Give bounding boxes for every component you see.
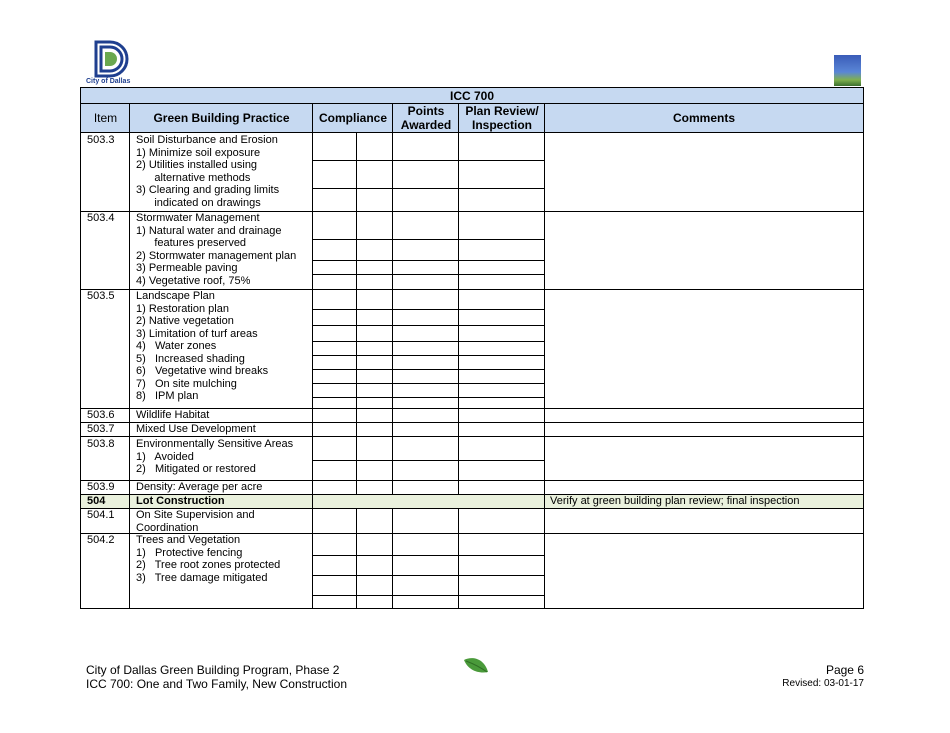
- practice-sub: 3) Clearing and grading limits: [136, 184, 280, 196]
- page-number: Page 6: [825, 663, 864, 677]
- col-item-header: Item: [93, 111, 118, 125]
- row-item: 503.4: [87, 212, 115, 224]
- col-points-line2: Awarded: [400, 118, 452, 132]
- row-item: 504.1: [87, 509, 115, 521]
- practice-title: Density: Average per acre: [136, 481, 263, 493]
- col-practice-header: Green Building Practice: [153, 111, 290, 125]
- footer-line2: ICC 700: One and Two Family, New Construction: [86, 677, 347, 691]
- table-row: [136, 212, 296, 287]
- practice-title: Mixed Use Development: [136, 423, 256, 435]
- practice-sub: indicated on drawings: [136, 196, 261, 209]
- row-item: 503.6: [87, 409, 115, 421]
- practice-sub: 1) Avoided: [136, 450, 194, 463]
- practice-title: Trees and Vegetation: [136, 534, 241, 546]
- practice-sub: 1) Natural water and drainage: [136, 224, 282, 237]
- practice-title: Stormwater Management: [136, 212, 260, 224]
- row-item: 503.9: [87, 481, 115, 493]
- practice-sub: alternative methods: [136, 171, 251, 184]
- practice-sub: 5) Increased shading: [136, 352, 245, 365]
- practice-title: Landscape Plan: [136, 290, 215, 302]
- practice-sub: Coordination: [136, 521, 199, 534]
- practice-sub: 2) Utilities installed using: [136, 159, 258, 171]
- practice-sub: 2) Stormwater management plan: [136, 249, 297, 262]
- leaf-icon: [462, 656, 490, 676]
- col-comments-header: Comments: [672, 111, 735, 125]
- col-points-line1: Points: [407, 104, 445, 118]
- footer-line1: City of Dallas Green Building Program, Phase 2: [86, 663, 340, 677]
- col-plan-line2: Inspection: [471, 118, 532, 132]
- row-item: 503.3: [87, 134, 115, 146]
- row-item: 504.2: [87, 534, 115, 546]
- row-item: 503.7: [87, 423, 115, 435]
- practice-title: Soil Disturbance and Erosion: [136, 134, 278, 146]
- col-plan-header: [459, 104, 545, 132]
- practice-title: On Site Supervision and: [136, 509, 255, 521]
- col-points-header: [393, 104, 459, 132]
- practice-sub: 1) Protective fencing: [136, 546, 243, 559]
- practice-sub: 3) Permeable paving: [136, 262, 238, 274]
- table-title: ICC 700: [449, 88, 495, 103]
- practice-sub: 2) Tree root zones protected: [136, 559, 281, 571]
- practice-title: Wildlife Habitat: [136, 409, 210, 421]
- practice-sub: 1) Minimize soil exposure: [136, 146, 261, 159]
- footer-page-info: [782, 663, 864, 691]
- program-logo: [834, 55, 861, 86]
- practice-sub: 4) Vegetative roof, 75%: [136, 274, 251, 287]
- practice-sub: 7) On site mulching: [136, 377, 237, 390]
- dallas-d-icon: [92, 40, 132, 78]
- practice-sub: 6) Vegetative wind breaks: [136, 365, 269, 377]
- table-row: [136, 134, 279, 209]
- section-title: Lot Construction: [136, 495, 225, 507]
- revised-date: Revised: 03-01-17: [782, 678, 864, 689]
- col-compliance-header: Compliance: [318, 111, 387, 125]
- city-of-dallas-logo: [86, 40, 136, 88]
- footer-program: [86, 663, 347, 691]
- practice-sub: 1) Restoration plan: [136, 302, 229, 315]
- table-row: [136, 438, 293, 476]
- table-row: [136, 534, 280, 584]
- practice-title: Environmentally Sensitive Areas: [136, 438, 294, 450]
- practice-sub: 4) Water zones: [136, 340, 217, 352]
- row-item: 503.5: [87, 290, 115, 302]
- practice-sub: 8) IPM plan: [136, 390, 199, 402]
- practice-sub: 3) Tree damage mitigated: [136, 571, 268, 584]
- col-plan-line1: Plan Review/: [465, 104, 539, 118]
- practice-sub: 3) Limitation of turf areas: [136, 327, 258, 340]
- practice-sub: features preserved: [136, 237, 247, 249]
- compliance-table: [80, 87, 864, 609]
- row-item: 503.8: [87, 438, 115, 450]
- practice-sub: 2) Mitigated or restored: [136, 463, 256, 475]
- section-item: 504: [87, 495, 106, 507]
- table-row: [136, 290, 268, 403]
- logo-text: City of Dallas: [86, 78, 131, 85]
- practice-sub: 2) Native vegetation: [136, 315, 234, 327]
- section-comment: Verify at green building plan review; final inspection: [550, 495, 800, 507]
- table-row: [136, 509, 255, 534]
